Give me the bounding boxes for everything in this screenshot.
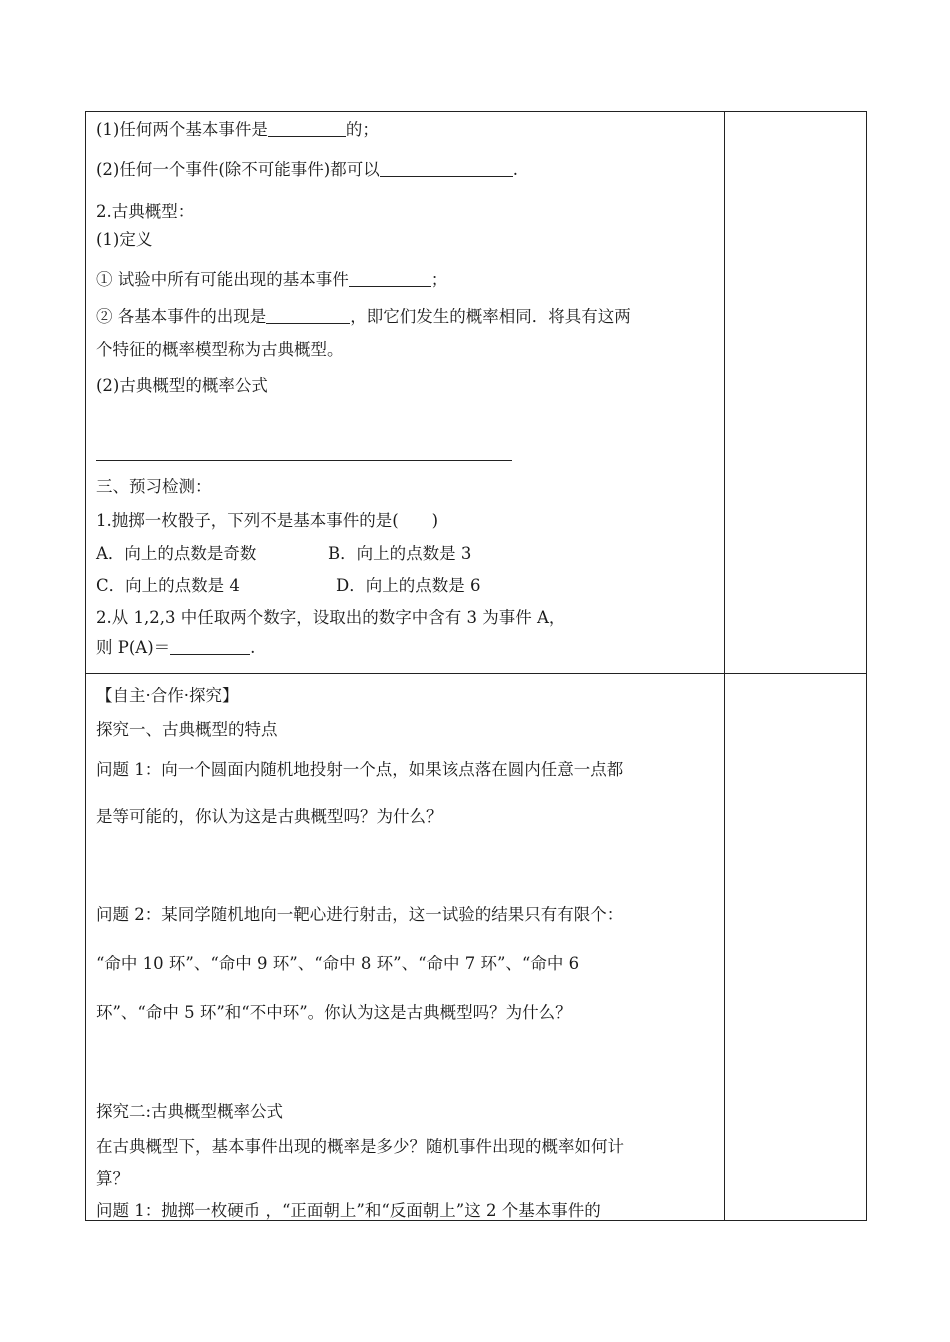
q1-1-blank [268, 120, 346, 137]
q1-2-prefix: (2)任何一个事件(除不可能事件)都可以 [96, 160, 380, 179]
check-q1-stem: 1.抛掷一枚骰子，下列不是基本事件的是( ) [96, 511, 439, 530]
option-d: D．向上的点数是 6 [336, 576, 481, 595]
e1-q2-line3: 环”、“命中 5 环”和“不中环”。你认为这是古典概型吗？为什么？ [96, 1003, 572, 1022]
e2-q1-line1: 问题 1：抛掷一枚硬币 ，“正面朝上”和“反面朝上”这 2 个基本事件的 [96, 1201, 601, 1220]
def-1-prefix: ① 试验中所有可能出现的基本事件 [96, 270, 349, 289]
def-2-suffix: ，即它们发生的概率相同．将具有这两 [350, 307, 631, 326]
e1-q2-line2: “命中 10 环”、“命中 9 环”、“命中 8 环”、“命中 7 环”、“命中 6 [96, 954, 580, 973]
check-q2-stem: 2.从 1,2,3 中任取两个数字，设取出的数字中含有 3 为事件 A， [96, 608, 566, 627]
q1-1-suffix: 的； [345, 120, 379, 139]
check-q2-answer [96, 638, 255, 658]
formula-answer-line [96, 460, 512, 461]
heading-classical: 2.古典概型： [96, 202, 195, 221]
e1-q2-line1: 问题 2：某同学随机地向一靶心进行射击，这一试验的结果只有有限个： [96, 905, 624, 924]
option-c: C．向上的点数是 4 [96, 576, 240, 595]
e1-q1-line2: 是等可能的，你认为这是古典概型吗？为什么？ [96, 807, 443, 826]
option-a: A．向上的点数是奇数 [96, 544, 257, 563]
e1-q1-line1: 问题 1：向一个圆面内随机地投射一个点，如果该点落在圆内任意一点都 [96, 760, 624, 779]
q1-1-line [96, 120, 379, 140]
def-2-blank [266, 307, 350, 324]
formula-label: (2)古典概型的概率公式 [96, 376, 268, 395]
q2-answer-suffix: . [250, 638, 256, 657]
def-1-line [96, 270, 447, 290]
q2-answer-prefix: 则 P(A)＝ [96, 638, 171, 657]
check-heading: 三、预习检测： [96, 477, 212, 496]
def-2-prefix: ② 各基本事件的出现是 [96, 307, 267, 326]
def-2-line [96, 307, 631, 327]
worksheet-table [85, 111, 867, 1221]
q1-2-blank [380, 160, 513, 177]
e2-intro-line1: 在古典概型下，基本事件出现的概率是多少？随机事件出现的概率如何计 [96, 1137, 624, 1156]
q1-2-line [96, 160, 518, 180]
column-divider [724, 112, 725, 1220]
option-b: B．向上的点数是 3 [328, 544, 472, 563]
definition-label: (1)定义 [96, 230, 153, 249]
def-2-continuation: 个特征的概率模型称为古典概型。 [96, 340, 344, 359]
def-1-blank [349, 270, 431, 287]
explore-2-title: 探究二:古典概型概率公式 [96, 1102, 284, 1121]
q1-2-suffix: . [512, 160, 518, 179]
row-divider [86, 673, 866, 674]
e2-intro-line2: 算？ [96, 1169, 129, 1188]
q2-answer-blank [170, 638, 250, 655]
def-1-suffix: ； [430, 270, 448, 289]
explore-heading: 【自主·合作·探究】 [96, 686, 239, 705]
explore-1-title: 探究一、古典概型的特点 [96, 720, 278, 739]
q1-1-prefix: (1)任何两个基本事件是 [96, 120, 268, 139]
